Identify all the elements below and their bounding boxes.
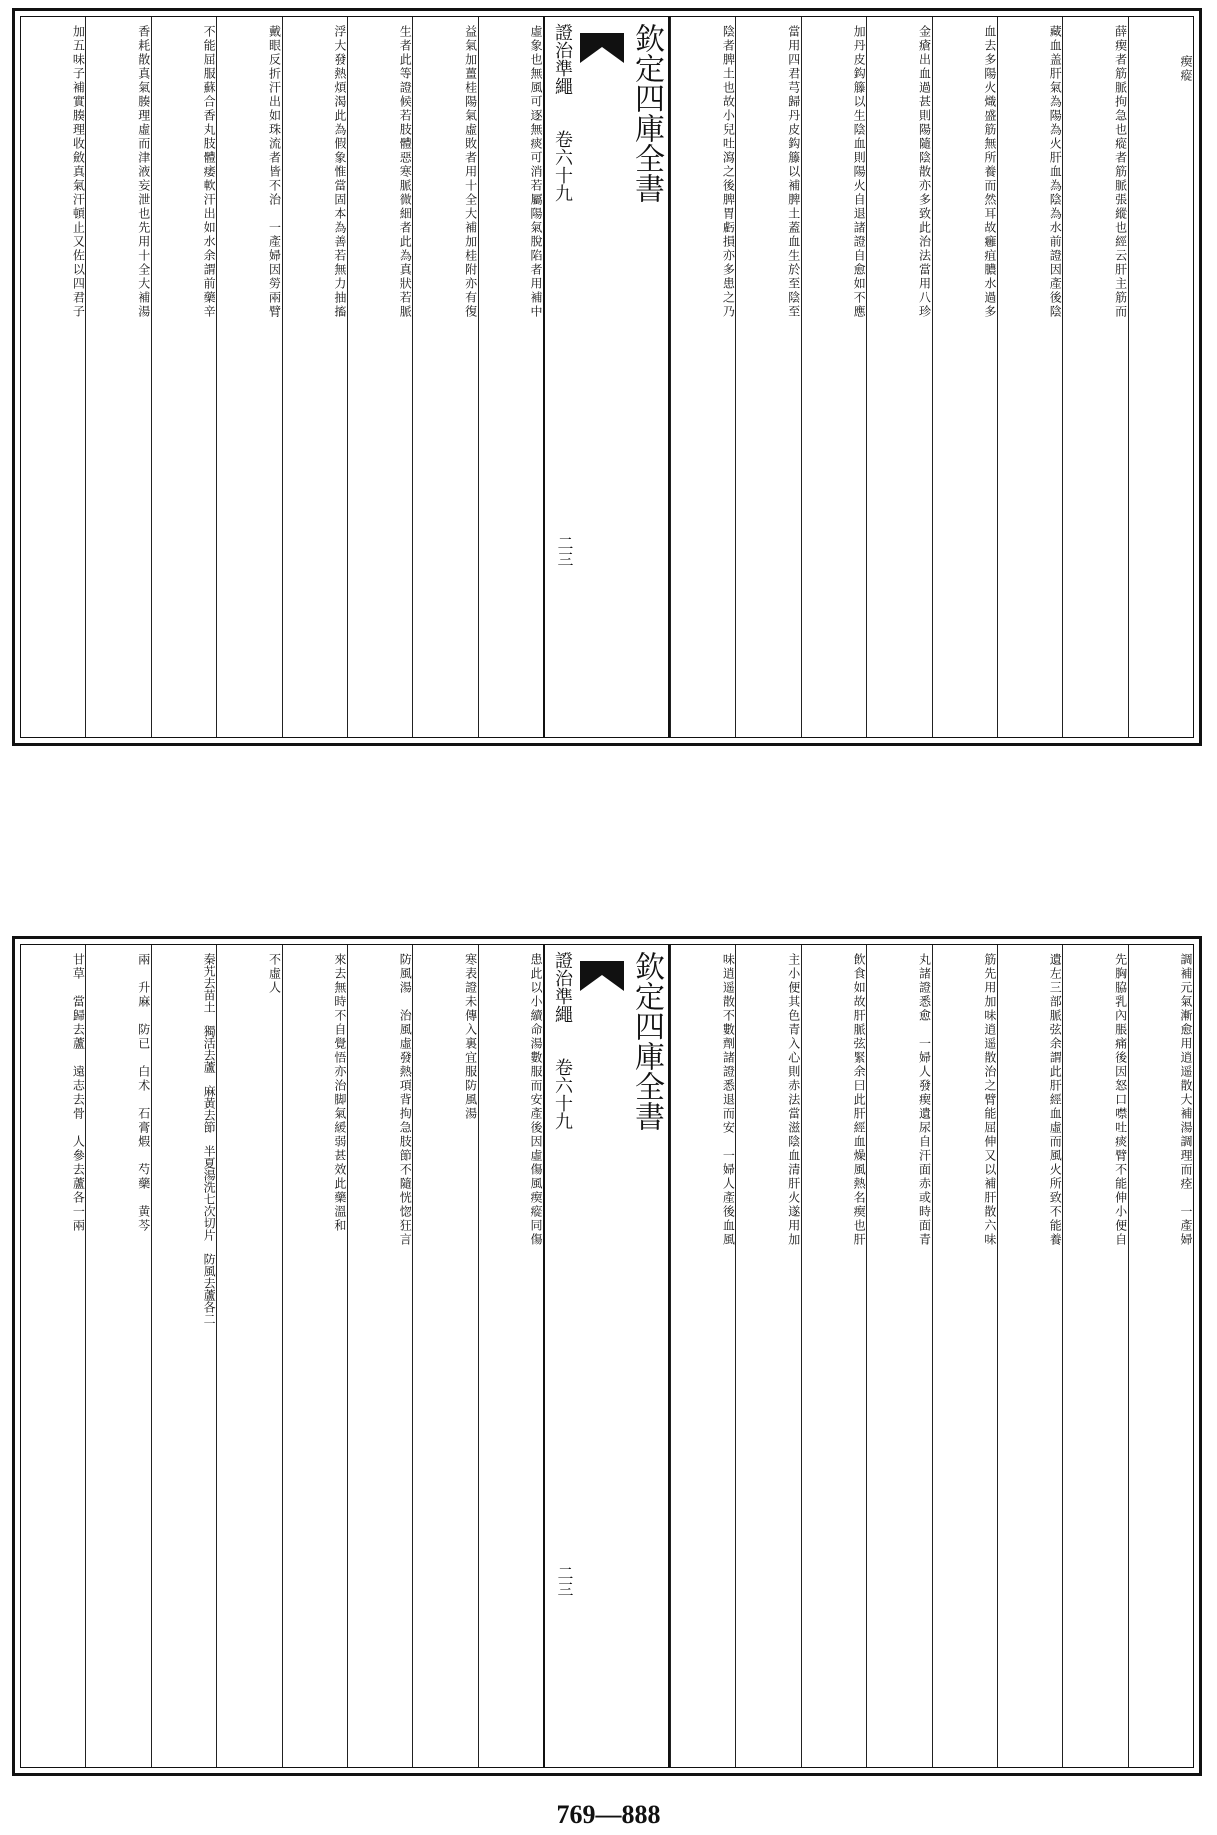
text-column: 甘草 當歸去蘆 遠志去骨 人參去蘆各一兩 (71, 953, 86, 1233)
text-column: 不能屈服蘇合香丸肢體痿軟汗出如水余謂前藥辛 (151, 17, 216, 737)
text-column: 兩 升麻 防已 白术 石膏煆 芍藥 黄芩 (85, 945, 150, 1767)
text-column: 血去多陽火熾盛筋無所養而然耳故癰疽膿水過多 (932, 17, 997, 737)
text-column: 來去無時不自覺悟亦治脚氣緩弱甚效此藥溫和 (282, 945, 347, 1767)
text-column: 當用四君芎歸丹皮鈎籐以補脾土蓋血生於至陰至 (735, 17, 800, 737)
page-number: 二三 (555, 1565, 574, 1597)
text-column: 虛象也無風可逐無痰可消若屬陽氣脫陷者用補中 (478, 17, 543, 737)
text-column: 寒表證未傳入裏宜服防風湯 (412, 945, 477, 1767)
book-title: 欽定四庫全書 (629, 951, 664, 1131)
book-title: 欽定四庫全書 (629, 23, 664, 203)
text-column: 主小便其色青入心則赤法當滋陰血清肝火遂用加 (735, 945, 800, 1767)
page-footer-number: 769—888 (556, 1800, 661, 1829)
text-column: 瘈瘲 (1128, 17, 1193, 737)
text-column: 藏血盖肝氣為陽為火肝血為陰為水前證因產後陰 (997, 17, 1062, 737)
text-column: 香耗散真氣腠理虛而津液妄泄也先用十全大補湯 (85, 17, 150, 737)
text-column: 味逍遥散不數劑諸證悉退而安 一婦人產後血風 (670, 945, 735, 1767)
text-column: 不虛人 (216, 945, 281, 1767)
volume-label: 卷六十九 (552, 1058, 573, 1130)
text-column: 防風湯 治風虛發熱項背拘急肢節不隨恍惚狂言 (347, 945, 412, 1767)
text-column: 加五味子補實腠理收斂真氣汗頓止又佐以四君子 (71, 25, 86, 319)
text-column: 飲食如故肝脈弦緊余曰此肝經血燥風熱名瘈也肝 (801, 945, 866, 1767)
bottom-page (12, 936, 1202, 1776)
text-column: 筋先用加味逍遥散治之臂能屈伸又以補肝散六味 (932, 945, 997, 1767)
text-column: 生者此等證候若肢體惡寒脈微細者此為真狀若脈 (347, 17, 412, 737)
top-page (12, 8, 1202, 746)
book-subtitle: 證治準繩 (552, 23, 573, 95)
text-column: 丸諸證悉愈 一婦人發瘈遺尿自汗面赤或時面青 (866, 945, 931, 1767)
text-column: 秦艽去苗土 獨活去蘆 麻黃去節 半夏湯洗七次切片 防風去蘆各二 (151, 945, 216, 1767)
book-subtitle: 證治準繩 (552, 951, 573, 1023)
text-column: 薛瘈者筋脈拘急也瘲者筋脈張縱也經云肝主筋而 (1062, 17, 1127, 737)
text-column: 戴眼反折汗出如珠流者皆不治 一產婦因勞兩臂 (216, 17, 281, 737)
text-column: 益氣加薑桂陽氣虛敗者用十全大補加桂附亦有復 (412, 17, 477, 737)
fish-tail-icon (580, 961, 624, 1001)
page-number: 二三 (555, 535, 574, 567)
center-fold (543, 945, 670, 1767)
fish-tail-icon (580, 33, 624, 73)
text-column: 調補元氣漸愈用逍遥散大補湯調理而痊 一產婦 (1128, 945, 1193, 1767)
volume-label: 卷六十九 (552, 130, 573, 202)
text-column: 加丹皮鈎籐以生陰血則陽火自退諸證自愈如不應 (801, 17, 866, 737)
text-column: 金瘡出血過甚則陽隨陰散亦多致此治法當用八珍 (866, 17, 931, 737)
text-column: 遺左三部脈弦余謂此肝經血虛而風火所致不能養 (997, 945, 1062, 1767)
text-column: 患此以小續命湯數服而安產後因虛傷風瘈瘲同傷 (478, 945, 543, 1767)
text-column: 陰者脾土也故小兒吐瀉之後脾胃虧損亦多患之乃 (670, 17, 735, 737)
text-column: 浮大發熱煩渴此為假象惟當固本為善若無力抽搐 (282, 17, 347, 737)
center-fold (543, 17, 670, 737)
text-column: 先胸脇乳內脹痛後因怒口噤吐痰臂不能伸小便自 (1062, 945, 1127, 1767)
